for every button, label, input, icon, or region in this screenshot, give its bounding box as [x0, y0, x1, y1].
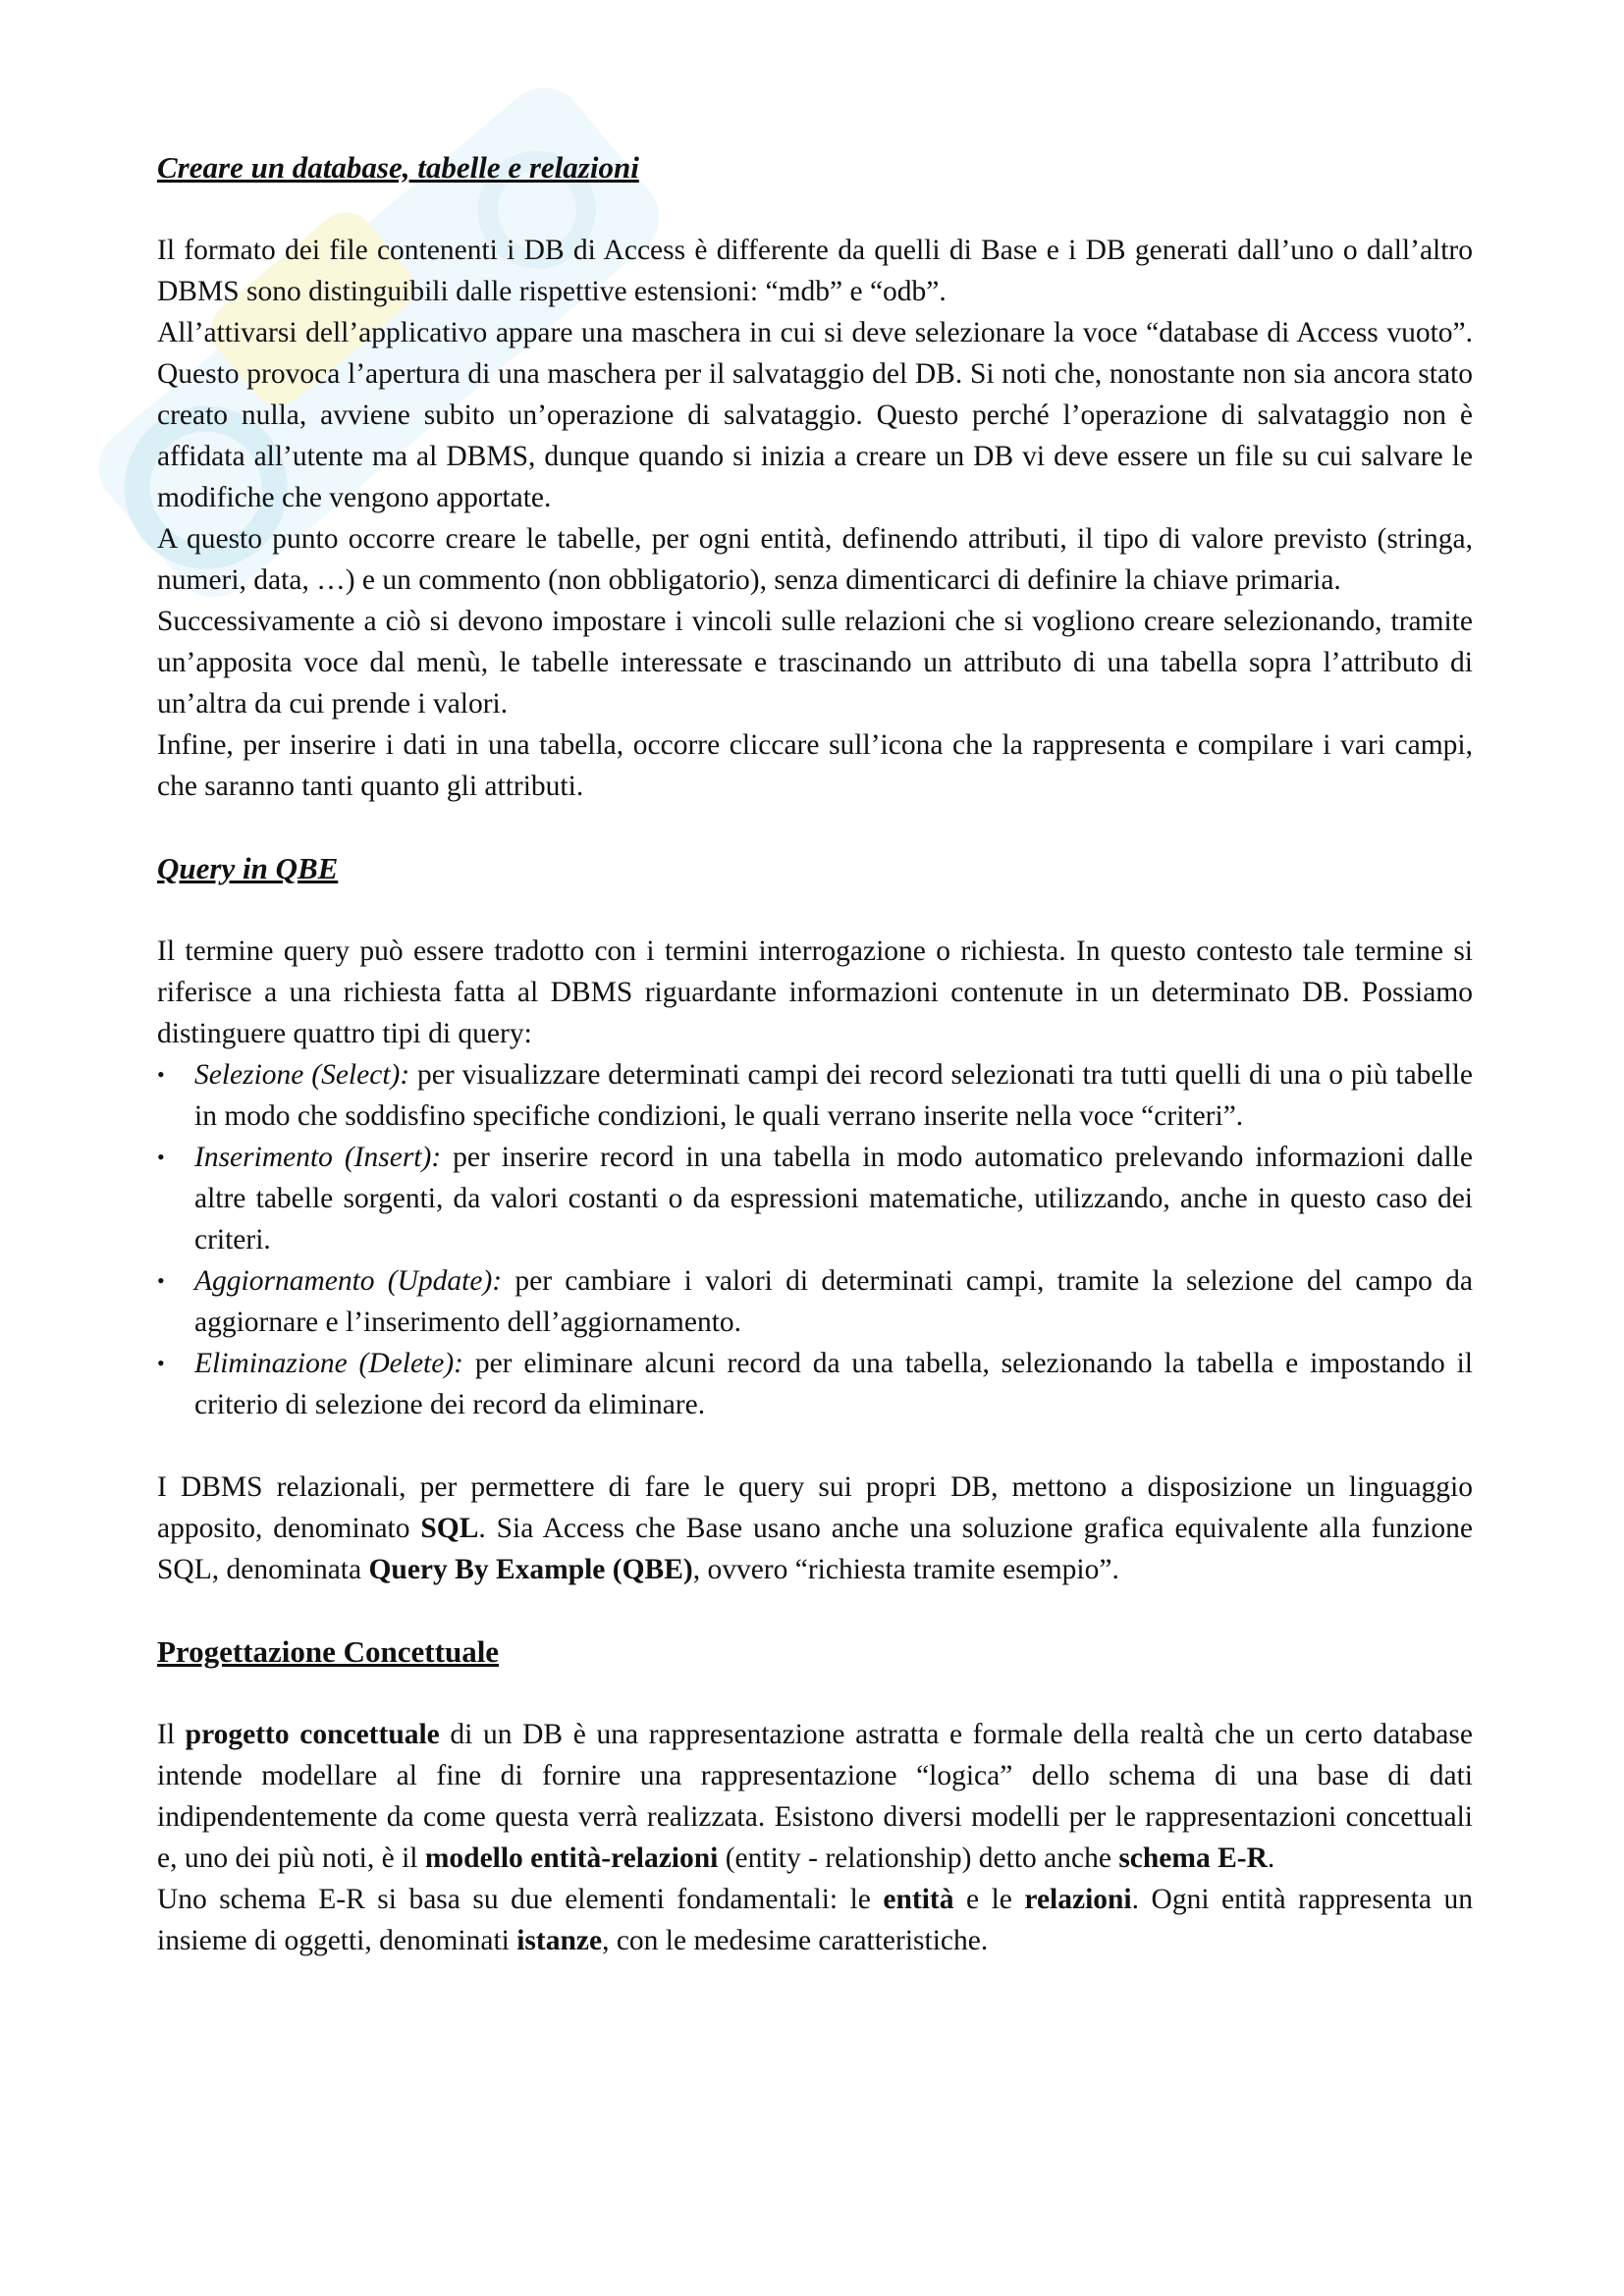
section-conceptual-design: [157, 1714, 1473, 1961]
section-heading-create-db: Creare un database, tabelle e relazioni: [157, 150, 639, 185]
paragraph: Il progetto concettuale di un DB è una rappresentazione astratta e formale della realtà che un certo database intende modellare al fine di fornire una rappresentazione “logica” dello schema di una base di dati indipendentemente da come questa verrà realizzata. Esistono diversi modelli per le rappresentazioni concettuali e, uno dei più noti, è il modello entità-relazioni (entity - relationship) detto anche schema E-R.: [157, 1719, 1473, 1874]
bullet-icon: •: [157, 1351, 165, 1375]
paragraph: Successivamente a ciò si devono impostare i vincoli sulle relazioni che si vogliono creare selezionando, tramite un’apposita voce dal menù, le tabelle interessate e trascinando un attributo di una tabella sopra l’attributo di un’altra da cui prende i valori.: [157, 606, 1473, 720]
bullet-icon: •: [157, 1062, 165, 1087]
section-heading-query-qbe: Query in QBE: [157, 851, 339, 885]
bullet-icon: •: [157, 1145, 165, 1169]
paragraph: Uno schema E-R si basa su due elementi fondamentali: le entità e le relazioni. Ogni entità rappresenta un insieme di oggetti, denominati istanze, con le medesime caratteristiche.: [157, 1884, 1473, 1956]
paragraph: Il formato dei file contenenti i DB di Access è differente da quelli di Base e i DB generati dall’uno o dall’altro DBMS sono distinguibili dalle rispettive estensioni: “mdb” e “odb”.: [157, 235, 1473, 307]
query-types-list: [157, 1054, 1473, 1425]
section-create-db: [157, 230, 1473, 807]
list-item: • Selezione (Select): per visualizzare determinati campi dei record selezionati tra tutti quelli di una o più tabelle in modo che soddisfino specifiche condizioni, le quali verrano inserite nella voce “criteri”.: [157, 1054, 1473, 1137]
list-item: • Eliminazione (Delete): per eliminare alcuni record da una tabella, selezionando la tabella e impostando il criterio di selezione dei record da eliminare.: [157, 1343, 1473, 1425]
list-item: • Aggiornamento (Update): per cambiare i valori di determinati campi, tramite la selezione del campo da aggiornare e l’inserimento dell’aggiornamento.: [157, 1260, 1473, 1343]
paragraph: Infine, per inserire i dati in una tabella, occorre cliccare sull’icona che la rappresenta e compilare i vari campi, che saranno tanti quanto gli attributi.: [157, 729, 1473, 802]
bullet-icon: •: [157, 1268, 165, 1293]
paragraph: All’attivarsi dell’applicativo appare una maschera in cui si deve selezionare la voce “database di Access vuoto”. Questo provoca l’apertura di una maschera per il salvataggio del DB. Si noti che, nonostante non sia ancora stato creato nulla, avviene subito un’operazione di salvataggio. Questo perché l’operazione di salvataggio non è affidata all’utente ma al DBMS, dunque quando si inizia a creare un DB vi deve essere un file su cui salvare le modifiche che vengono apportate.: [157, 317, 1473, 513]
paragraph: I DBMS relazionali, per permettere di fare le query sui propri DB, mettono a disposizione un linguaggio apposito, denominato SQL. Sia Access che Base usano anche una soluzione grafica equivalente alla funzione SQL, denominata Query By Example (QBE), ovvero “richiesta tramite esempio”.: [157, 1471, 1473, 1585]
paragraph: Il termine query può essere tradotto con i termini interrogazione o richiesta. In questo contesto tale termine si riferisce a una richiesta fatta al DBMS riguardante informazioni contenute in un determinato DB. Possiamo distinguere quattro tipi di query:: [157, 935, 1473, 1049]
section-heading-conceptual-design: Progettazione Concettuale: [157, 1634, 500, 1669]
list-item: • Inserimento (Insert): per inserire record in una tabella in modo automatico prelevando informazioni dalle altre tabelle sorgenti, da valori costanti o da espressioni matematiche, utilizzando, anche in questo caso dei criteri.: [157, 1137, 1473, 1260]
section-query-qbe: [157, 931, 1473, 1590]
paragraph: A questo punto occorre creare le tabelle, per ogni entità, definendo attributi, il tipo di valore previsto (stringa, numeri, data, …) e un commento (non obbligatorio), senza dimenticarci di definire la chiave primaria.: [157, 523, 1473, 596]
document-page: [157, 147, 1473, 1961]
